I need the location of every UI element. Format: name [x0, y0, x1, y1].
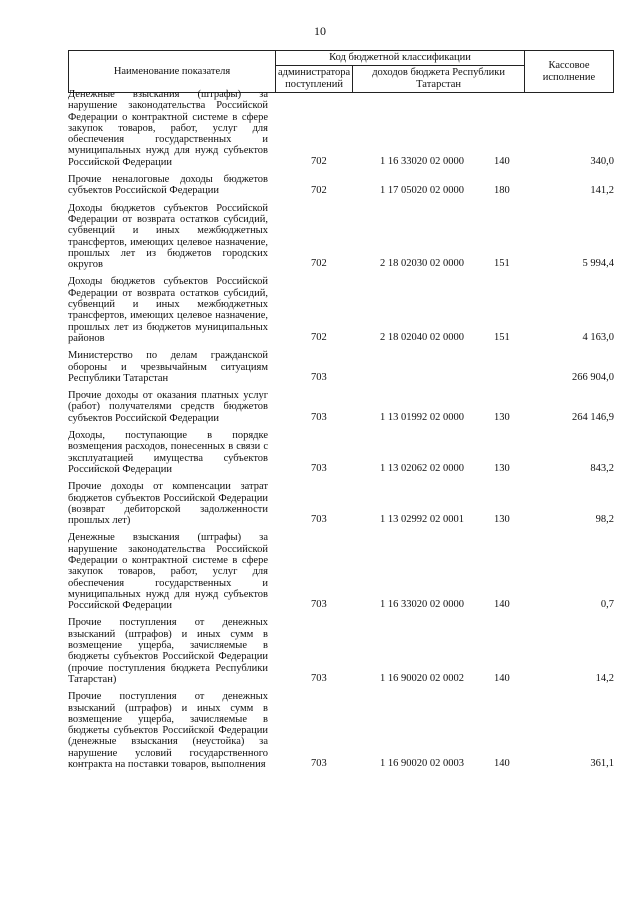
indicator-name: Денежные взыскания (штрафы) за нарушение законодательства Российской Федерации о контрактной системе в сфере закупок товаров, работ, услуг для обеспечения государственных и муниципальных нужд для нужд субъектов Российской Федерации: [68, 532, 268, 612]
cash-execution-amount: 141,2: [590, 184, 614, 196]
cash-execution-amount: 14,2: [595, 673, 614, 685]
table-row: [68, 350, 614, 384]
table-body: [68, 89, 614, 776]
header-kbk-group: Код бюджетной классификации: [276, 51, 525, 66]
table-row: [68, 203, 614, 271]
indicator-name: Прочие поступления от денежных взысканий (штрафов) и иных сумм в возмещение ущерба, зачисляемые в бюджеты субъектов Российской Федерации (денежные взыскания (неустойка) за нарушение условий государственного контракта на поставки товаров, выполнения: [68, 691, 268, 771]
income-subcode: 130: [494, 514, 510, 526]
indicator-name: Денежные взыскания (штрафы) за нарушение законодательства Российской Федерации о контрактной системе в сфере закупок товаров, работ, услуг для обеспечения государственных и муниципальных нужд для нужд субъектов Российской Федерации: [68, 89, 268, 168]
income-subcode: 140: [494, 156, 510, 168]
indicator-name: Прочие доходы от компенсации затрат бюджетов субъектов Российской Федерации (возврат дебиторской задолженности прошлых лет): [68, 481, 268, 527]
income-subcode: 151: [494, 332, 510, 344]
income-code: 2 18 02030 02 0000: [380, 258, 464, 270]
income-subcode: 130: [494, 412, 510, 424]
income-code: 1 17 05020 02 0000: [380, 184, 464, 196]
admin-code: 703: [311, 372, 327, 384]
admin-code: 702: [311, 258, 327, 270]
indicator-name: Прочие поступления от денежных взысканий (штрафов) и иных сумм в возмещение ущерба, зачисляемые в бюджеты субъектов Российской Федерации (прочие поступления бюджета Республики Татарстан): [68, 617, 268, 685]
table-row: [68, 481, 614, 526]
table-row: [68, 276, 614, 344]
income-code: 1 13 02992 02 0001: [380, 514, 464, 526]
income-code: 1 13 01992 02 0000: [380, 412, 464, 424]
admin-code: 702: [311, 332, 327, 344]
admin-code: 703: [311, 758, 327, 770]
income-subcode: 151: [494, 258, 510, 270]
income-code: 1 16 33020 02 0000: [380, 599, 464, 611]
table-row: [68, 430, 614, 475]
cash-execution-amount: 266 904,0: [572, 372, 614, 384]
table-row: [68, 691, 614, 770]
admin-code: 702: [311, 156, 327, 168]
income-code: 1 16 33020 02 0000: [380, 156, 464, 168]
admin-code: 702: [311, 184, 327, 196]
indicator-name: Прочие доходы от оказания платных услуг (работ) получателями средств бюджетов субъектов Российской Федерации: [68, 390, 268, 424]
cash-execution-amount: 361,1: [590, 758, 614, 770]
table-row: [68, 532, 614, 611]
header-income-column: доходов бюджета Республики Татарстан: [353, 66, 525, 93]
cash-execution-amount: 0,7: [600, 599, 614, 611]
indicator-name: Доходы бюджетов субъектов Российской Федерации от возврата остатков субсидий, субвенций и иных межбюджетных трансфертов, имеющих целевое назначение, прошлых лет из бюджетов городских округов: [68, 202, 268, 271]
income-subcode: 140: [494, 599, 510, 611]
income-subcode: 130: [494, 463, 510, 475]
cash-execution-amount: 98,2: [595, 514, 614, 526]
table-row: [68, 617, 614, 685]
header-name-column: Наименование показателя: [69, 51, 276, 93]
income-subcode: 140: [494, 758, 510, 770]
admin-code: 703: [311, 412, 327, 424]
admin-code: 703: [311, 673, 327, 685]
income-code: 1 16 90020 02 0003: [380, 758, 464, 770]
income-code: 2 18 02040 02 0000: [380, 332, 464, 344]
admin-code: 703: [311, 599, 327, 611]
page-number: 10: [314, 24, 326, 38]
cash-execution-amount: 340,0: [590, 156, 614, 168]
cash-execution-amount: 264 146,9: [572, 412, 614, 424]
cash-execution-amount: 4 163,0: [582, 332, 614, 344]
income-subcode: 180: [494, 184, 510, 196]
header-amount-column: Кассовое исполнение: [525, 51, 614, 93]
table-row: [68, 390, 614, 424]
table-row: [68, 174, 614, 197]
header-admin-column: администратора поступлений: [276, 66, 353, 93]
indicator-name: Доходы, поступающие в порядке возмещения расходов, понесенных в связи с эксплуатацией имущества субъектов Российской Федерации: [68, 430, 268, 475]
admin-code: 703: [311, 514, 327, 526]
cash-execution-amount: 843,2: [590, 463, 614, 475]
admin-code: 703: [311, 463, 327, 475]
income-code: 1 16 90020 02 0002: [380, 673, 464, 685]
income-code: 1 13 02062 02 0000: [380, 463, 464, 475]
indicator-name: Прочие неналоговые доходы бюджетов субъектов Российской Федерации: [68, 174, 268, 197]
indicator-name: Министерство по делам гражданской обороны и чрезвычайным ситуациям Республики Татарстан: [68, 350, 268, 384]
table-row: [68, 89, 614, 168]
cash-execution-amount: 5 994,4: [582, 258, 614, 270]
indicator-name: Доходы бюджетов субъектов Российской Федерации от возврата остатков субсидий, субвенций и иных межбюджетных трансфертов, имеющих целевое назначение, прошлых лет из бюджетов муниципальных районов: [68, 276, 268, 344]
table-header: [68, 50, 614, 93]
income-subcode: 140: [494, 673, 510, 685]
